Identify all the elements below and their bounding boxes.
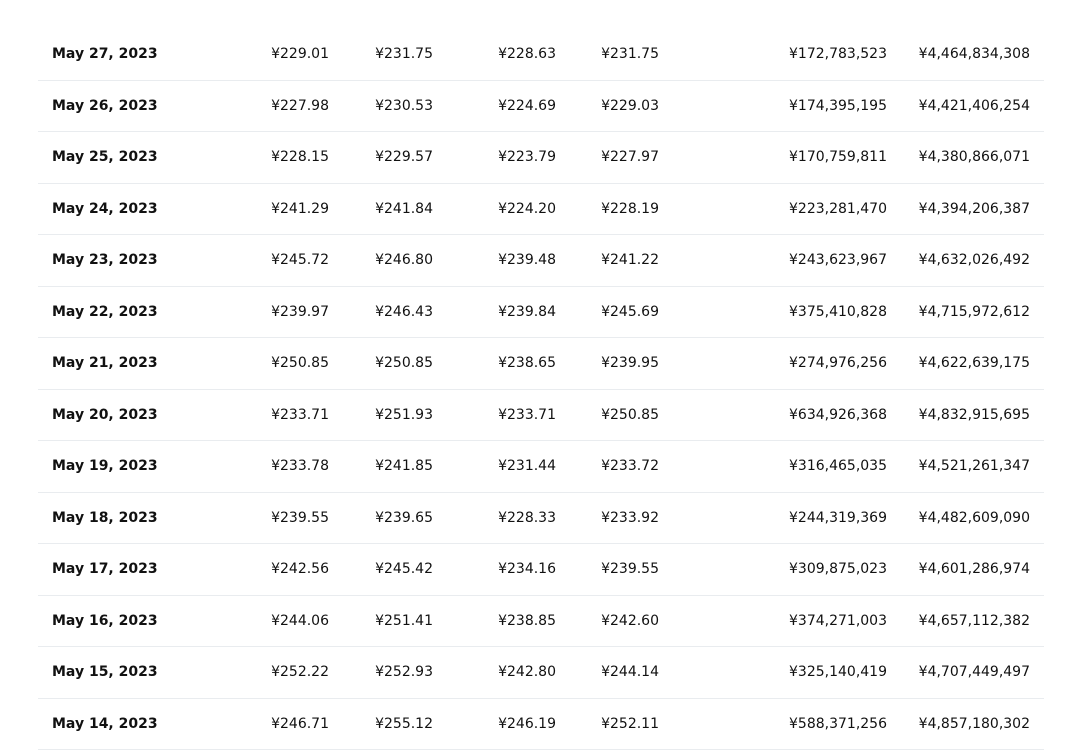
date-cell: May 15, 2023 [52, 647, 158, 698]
market-cap-cell: ¥4,857,180,302 [919, 699, 1030, 750]
close-cell: ¥239.55 [601, 544, 659, 595]
table-row [38, 184, 1044, 236]
open-cell: ¥233.78 [271, 441, 329, 492]
high-cell: ¥239.65 [375, 493, 433, 544]
low-cell: ¥223.79 [498, 132, 556, 183]
table-row [38, 235, 1044, 287]
date-cell: May 23, 2023 [52, 235, 158, 286]
low-cell: ¥246.19 [498, 699, 556, 750]
volume-cell: ¥634,926,368 [789, 390, 887, 441]
date-cell: May 26, 2023 [52, 81, 158, 132]
table-row [38, 493, 1044, 545]
close-cell: ¥229.03 [601, 81, 659, 132]
table-row [38, 132, 1044, 184]
open-cell: ¥252.22 [271, 647, 329, 698]
table-row [38, 596, 1044, 648]
volume-cell: ¥174,395,195 [789, 81, 887, 132]
volume-cell: ¥325,140,419 [789, 647, 887, 698]
close-cell: ¥250.85 [601, 390, 659, 441]
low-cell: ¥231.44 [498, 441, 556, 492]
market-cap-cell: ¥4,521,261,347 [919, 441, 1030, 492]
open-cell: ¥245.72 [271, 235, 329, 286]
open-cell: ¥239.55 [271, 493, 329, 544]
date-cell: May 17, 2023 [52, 544, 158, 595]
table-row [38, 647, 1044, 699]
low-cell: ¥233.71 [498, 390, 556, 441]
market-cap-cell: ¥4,657,112,382 [919, 596, 1030, 647]
high-cell: ¥245.42 [375, 544, 433, 595]
table-row [38, 390, 1044, 442]
close-cell: ¥233.92 [601, 493, 659, 544]
close-cell: ¥245.69 [601, 287, 659, 338]
date-cell: May 24, 2023 [52, 184, 158, 235]
volume-cell: ¥316,465,035 [789, 441, 887, 492]
date-cell: May 19, 2023 [52, 441, 158, 492]
high-cell: ¥255.12 [375, 699, 433, 750]
volume-cell: ¥172,783,523 [789, 29, 887, 80]
open-cell: ¥241.29 [271, 184, 329, 235]
market-cap-cell: ¥4,421,406,254 [919, 81, 1030, 132]
market-cap-cell: ¥4,632,026,492 [919, 235, 1030, 286]
date-cell: May 27, 2023 [52, 29, 158, 80]
open-cell: ¥250.85 [271, 338, 329, 389]
price-history-table [38, 29, 1044, 750]
low-cell: ¥228.63 [498, 29, 556, 80]
open-cell: ¥233.71 [271, 390, 329, 441]
close-cell: ¥231.75 [601, 29, 659, 80]
low-cell: ¥242.80 [498, 647, 556, 698]
close-cell: ¥244.14 [601, 647, 659, 698]
open-cell: ¥242.56 [271, 544, 329, 595]
high-cell: ¥241.84 [375, 184, 433, 235]
open-cell: ¥227.98 [271, 81, 329, 132]
high-cell: ¥246.80 [375, 235, 433, 286]
low-cell: ¥238.85 [498, 596, 556, 647]
low-cell: ¥234.16 [498, 544, 556, 595]
volume-cell: ¥223,281,470 [789, 184, 887, 235]
open-cell: ¥239.97 [271, 287, 329, 338]
low-cell: ¥239.84 [498, 287, 556, 338]
high-cell: ¥252.93 [375, 647, 433, 698]
table-row [38, 699, 1044, 750]
date-cell: May 22, 2023 [52, 287, 158, 338]
open-cell: ¥228.15 [271, 132, 329, 183]
market-cap-cell: ¥4,707,449,497 [919, 647, 1030, 698]
table-row [38, 29, 1044, 81]
market-cap-cell: ¥4,832,915,695 [919, 390, 1030, 441]
market-cap-cell: ¥4,601,286,974 [919, 544, 1030, 595]
market-cap-cell: ¥4,622,639,175 [919, 338, 1030, 389]
low-cell: ¥224.20 [498, 184, 556, 235]
high-cell: ¥251.93 [375, 390, 433, 441]
volume-cell: ¥274,976,256 [789, 338, 887, 389]
table-row [38, 441, 1044, 493]
date-cell: May 20, 2023 [52, 390, 158, 441]
close-cell: ¥228.19 [601, 184, 659, 235]
close-cell: ¥239.95 [601, 338, 659, 389]
volume-cell: ¥170,759,811 [789, 132, 887, 183]
low-cell: ¥239.48 [498, 235, 556, 286]
open-cell: ¥244.06 [271, 596, 329, 647]
market-cap-cell: ¥4,464,834,308 [919, 29, 1030, 80]
close-cell: ¥241.22 [601, 235, 659, 286]
date-cell: May 14, 2023 [52, 699, 158, 750]
high-cell: ¥241.85 [375, 441, 433, 492]
low-cell: ¥228.33 [498, 493, 556, 544]
market-cap-cell: ¥4,482,609,090 [919, 493, 1030, 544]
high-cell: ¥250.85 [375, 338, 433, 389]
high-cell: ¥251.41 [375, 596, 433, 647]
low-cell: ¥238.65 [498, 338, 556, 389]
market-cap-cell: ¥4,394,206,387 [919, 184, 1030, 235]
high-cell: ¥231.75 [375, 29, 433, 80]
close-cell: ¥242.60 [601, 596, 659, 647]
date-cell: May 25, 2023 [52, 132, 158, 183]
high-cell: ¥229.57 [375, 132, 433, 183]
volume-cell: ¥244,319,369 [789, 493, 887, 544]
open-cell: ¥229.01 [271, 29, 329, 80]
close-cell: ¥233.72 [601, 441, 659, 492]
table-row [38, 287, 1044, 339]
close-cell: ¥252.11 [601, 699, 659, 750]
table-row [38, 81, 1044, 133]
volume-cell: ¥309,875,023 [789, 544, 887, 595]
volume-cell: ¥375,410,828 [789, 287, 887, 338]
volume-cell: ¥374,271,003 [789, 596, 887, 647]
date-cell: May 21, 2023 [52, 338, 158, 389]
high-cell: ¥230.53 [375, 81, 433, 132]
table-row [38, 338, 1044, 390]
table-row [38, 544, 1044, 596]
date-cell: May 16, 2023 [52, 596, 158, 647]
open-cell: ¥246.71 [271, 699, 329, 750]
high-cell: ¥246.43 [375, 287, 433, 338]
market-cap-cell: ¥4,380,866,071 [919, 132, 1030, 183]
market-cap-cell: ¥4,715,972,612 [919, 287, 1030, 338]
volume-cell: ¥243,623,967 [789, 235, 887, 286]
low-cell: ¥224.69 [498, 81, 556, 132]
close-cell: ¥227.97 [601, 132, 659, 183]
volume-cell: ¥588,371,256 [789, 699, 887, 750]
date-cell: May 18, 2023 [52, 493, 158, 544]
